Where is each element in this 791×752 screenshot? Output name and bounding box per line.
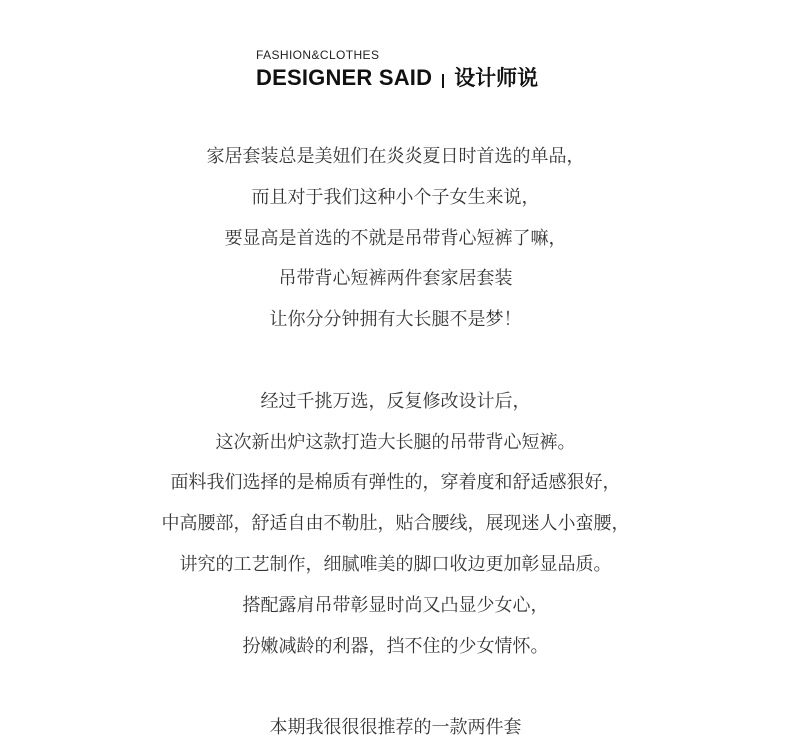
text-line: 扮嫩减龄的利器，挡不住的少女情怀。 <box>242 635 549 657</box>
header-title-row <box>256 64 538 92</box>
title-divider <box>442 74 444 88</box>
text-line: 这次新出炉这款打造大长腿的吊带背心短裤。 <box>215 431 576 453</box>
text-line: 经过千挑万选，反复修改设计后， <box>260 390 531 412</box>
text-line: 要显高是首选的不就是吊带背心短裤了嘛， <box>224 227 567 249</box>
description-body <box>0 137 791 749</box>
header-title-en: DESIGNER SAID <box>256 65 433 90</box>
designer-said-header <box>256 48 538 92</box>
paragraph <box>0 137 791 341</box>
paragraph <box>0 708 791 749</box>
paragraph-gap <box>0 341 791 382</box>
text-line: 本期我很很很推荐的一款两件套 <box>269 717 522 739</box>
text-line: 家居套装总是美妞们在炎炎夏日时首选的单品， <box>206 146 585 167</box>
text-line: 让你分分钟拥有大长腿不是梦！ <box>269 309 522 331</box>
paragraph-gap <box>0 667 791 708</box>
text-line: 面料我们选择的是棉质有弹性的，穿着度和舒适感狠好， <box>170 472 621 494</box>
text-line: 讲究的工艺制作，细腻唯美的脚口收边更加彰显品质。 <box>179 553 612 575</box>
text-line: 中高腰部，舒适自由不勒肚，贴合腰线，展现迷人小蛮腰， <box>161 513 630 535</box>
text-line: 搭配露肩吊带彰显时尚又凸显少女心， <box>242 594 549 616</box>
header-eyebrow: FASHION&CLOTHES <box>256 48 380 62</box>
text-line: 而且对于我们这种小个子女生来说， <box>251 186 540 208</box>
text-line: 吊带背心短裤两件套家居套装 <box>278 268 513 290</box>
paragraph <box>0 382 791 668</box>
header-title-cn: 设计师说 <box>454 66 539 90</box>
